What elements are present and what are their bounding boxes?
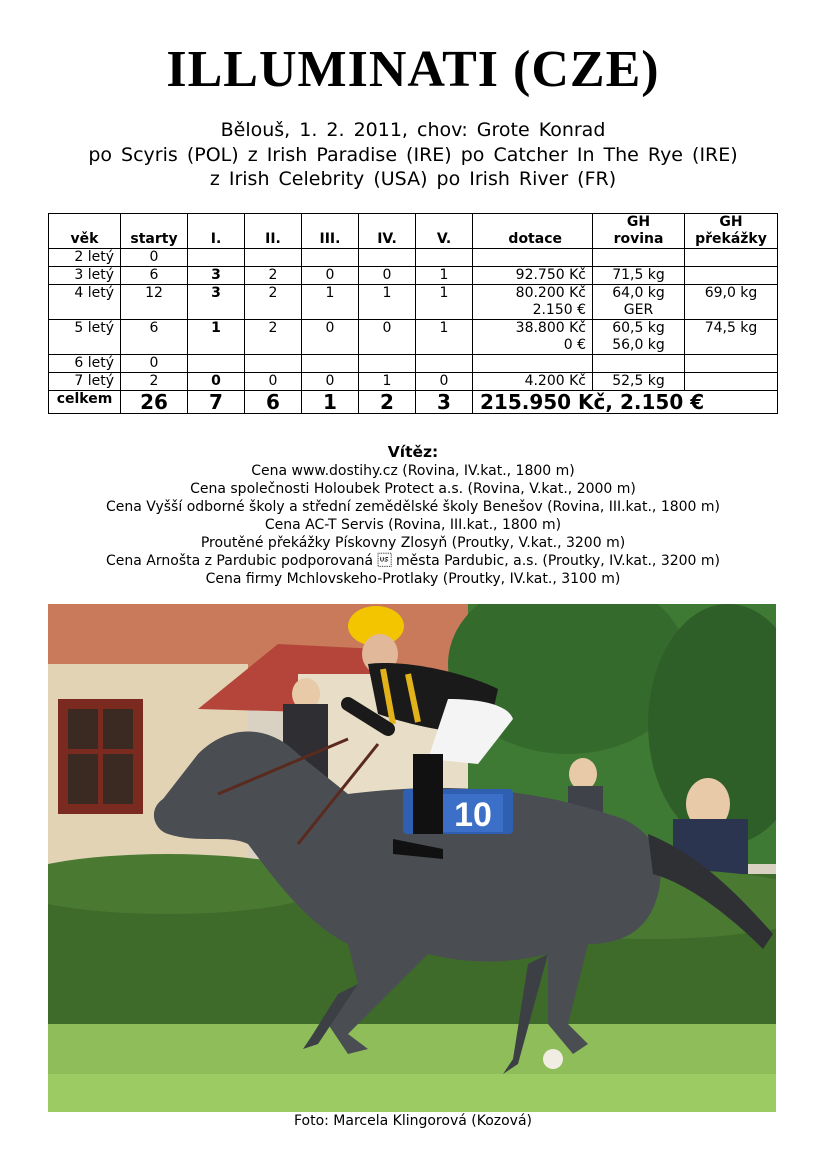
row-gh-flat: 52,5 kg xyxy=(593,373,685,391)
table-row xyxy=(49,267,778,285)
header-place-2: II. xyxy=(245,214,302,249)
row-age: 3 letý xyxy=(49,267,121,285)
row-place-5: 1 xyxy=(416,320,473,355)
row-age: 6 letý xyxy=(49,355,121,373)
row-prize: 4.200 Kč xyxy=(473,373,593,391)
row-starts: 6 xyxy=(121,320,188,355)
table-header-row xyxy=(49,214,778,249)
race-photo xyxy=(48,604,776,1112)
row-place-2: 2 xyxy=(245,320,302,355)
row-place-1: 3 xyxy=(188,285,245,320)
row-age: 5 letý xyxy=(49,320,121,355)
header-place-1: I. xyxy=(188,214,245,249)
winner-item: Proutěné překážky Pískovny Zlosyň (Proutky, V.kat., 3200 m) xyxy=(200,535,626,551)
table-row xyxy=(49,285,778,320)
total-starts: 26 xyxy=(121,391,188,414)
table-row xyxy=(49,373,778,391)
winners-heading: Vítěz: xyxy=(387,443,439,461)
row-age: 4 letý xyxy=(49,285,121,320)
row-place-1 xyxy=(188,355,245,373)
total-place-4: 2 xyxy=(359,391,416,414)
total-label: celkem xyxy=(49,391,121,414)
row-gh-hurdle: 69,0 kg xyxy=(685,285,778,320)
row-place-5: 0 xyxy=(416,373,473,391)
row-gh-hurdle xyxy=(685,249,778,267)
row-place-2 xyxy=(245,249,302,267)
pedigree-block xyxy=(0,118,826,192)
row-gh-flat: 60,5 kg 56,0 kg xyxy=(593,320,685,355)
row-starts: 0 xyxy=(121,249,188,267)
row-gh-flat xyxy=(593,249,685,267)
row-place-1: 3 xyxy=(188,267,245,285)
row-place-3 xyxy=(302,249,359,267)
horse-name-title: ILLUMINATI (CZE) xyxy=(166,41,660,98)
table-row xyxy=(49,355,778,373)
row-place-3: 0 xyxy=(302,267,359,285)
row-place-1: 0 xyxy=(188,373,245,391)
row-place-2: 2 xyxy=(245,285,302,320)
total-place-2: 6 xyxy=(245,391,302,414)
row-starts: 0 xyxy=(121,355,188,373)
row-place-5: 1 xyxy=(416,267,473,285)
row-place-3: 0 xyxy=(302,320,359,355)
row-place-5: 1 xyxy=(416,285,473,320)
total-place-3: 1 xyxy=(302,391,359,414)
row-gh-flat xyxy=(593,355,685,373)
row-gh-hurdle xyxy=(685,373,778,391)
row-place-5 xyxy=(416,355,473,373)
header-place-3: III. xyxy=(302,214,359,249)
winner-item: Cena AC-T Servis (Rovina, III.kat., 1800 m) xyxy=(264,517,562,533)
row-place-3: 1 xyxy=(302,285,359,320)
winner-item: Cena firmy Mchlovskeho-Protlaky (Proutky, IV.kat., 3100 m) xyxy=(205,571,621,587)
header-place-5: V. xyxy=(416,214,473,249)
row-place-3: 0 xyxy=(302,373,359,391)
winners-section xyxy=(0,442,826,588)
row-prize: 38.800 Kč 0 € xyxy=(473,320,593,355)
photo-caption: Foto: Marcela Klingorová (Kozová) xyxy=(293,1113,533,1129)
row-prize xyxy=(473,355,593,373)
row-starts: 6 xyxy=(121,267,188,285)
row-place-5 xyxy=(416,249,473,267)
racehorse-illustration xyxy=(48,604,776,1112)
row-prize: 92.750 Kč xyxy=(473,267,593,285)
table-total-row xyxy=(49,391,778,414)
row-place-4 xyxy=(359,249,416,267)
row-prize: 80.200 Kč 2.150 € xyxy=(473,285,593,320)
header-gh-flat: GH rovina xyxy=(593,214,685,249)
header-age: věk xyxy=(49,214,121,249)
header-place-4: IV. xyxy=(359,214,416,249)
row-gh-hurdle xyxy=(685,267,778,285)
row-place-1: 1 xyxy=(188,320,245,355)
row-place-4 xyxy=(359,355,416,373)
winner-item: Cena Arnošta z Pardubic podporovaná města Pardubic, a.s. (Proutky, IV.kat., 3200 m) xyxy=(106,553,720,569)
total-place-5: 3 xyxy=(416,391,473,414)
winner-item: Cena společnosti Holoubek Protect a.s. (Rovina, V.kat., 2000 m) xyxy=(190,481,636,497)
pedigree-line-1: Bělouš, 1. 2. 2011, chov: Grote Konrad xyxy=(220,119,606,141)
header-prize: dotace xyxy=(473,214,593,249)
row-age: 2 letý xyxy=(49,249,121,267)
row-place-2: 0 xyxy=(245,373,302,391)
pedigree-line-2: po Scyris (POL) z Irish Paradise (IRE) po Catcher In The Rye (IRE) xyxy=(88,143,738,166)
row-starts: 12 xyxy=(121,285,188,320)
row-starts: 2 xyxy=(121,373,188,391)
row-prize xyxy=(473,249,593,267)
row-place-3 xyxy=(302,355,359,373)
row-place-4: 0 xyxy=(359,267,416,285)
row-gh-hurdle xyxy=(685,355,778,373)
winner-item: Cena Vyšší odborné školy a střední zemědělské školy Benešov (Rovina, III.kat., 1800 m) xyxy=(105,499,721,515)
total-place-1: 7 xyxy=(188,391,245,414)
row-place-4: 0 xyxy=(359,320,416,355)
total-prize: 215.950 Kč, 2.150 € xyxy=(473,391,778,414)
header-starts: starty xyxy=(121,214,188,249)
row-place-4: 1 xyxy=(359,285,416,320)
table-row xyxy=(49,320,778,355)
pedigree-line-3: z Irish Celebrity (USA) po Irish River (FR) xyxy=(209,168,617,190)
table-row xyxy=(49,249,778,267)
row-gh-flat: 71,5 kg xyxy=(593,267,685,285)
winner-item: Cena www.dostihy.cz (Rovina, IV.kat., 1800 m) xyxy=(251,463,575,479)
race-record-table xyxy=(48,213,778,414)
saddle-number: 10 xyxy=(454,796,492,834)
row-place-2 xyxy=(245,355,302,373)
header-gh-hurdle: GH překážky xyxy=(685,214,778,249)
row-gh-hurdle: 74,5 kg xyxy=(685,320,778,355)
row-gh-flat: 64,0 kg GER xyxy=(593,285,685,320)
row-place-2: 2 xyxy=(245,267,302,285)
row-place-1 xyxy=(188,249,245,267)
row-place-4: 1 xyxy=(359,373,416,391)
row-age: 7 letý xyxy=(49,373,121,391)
